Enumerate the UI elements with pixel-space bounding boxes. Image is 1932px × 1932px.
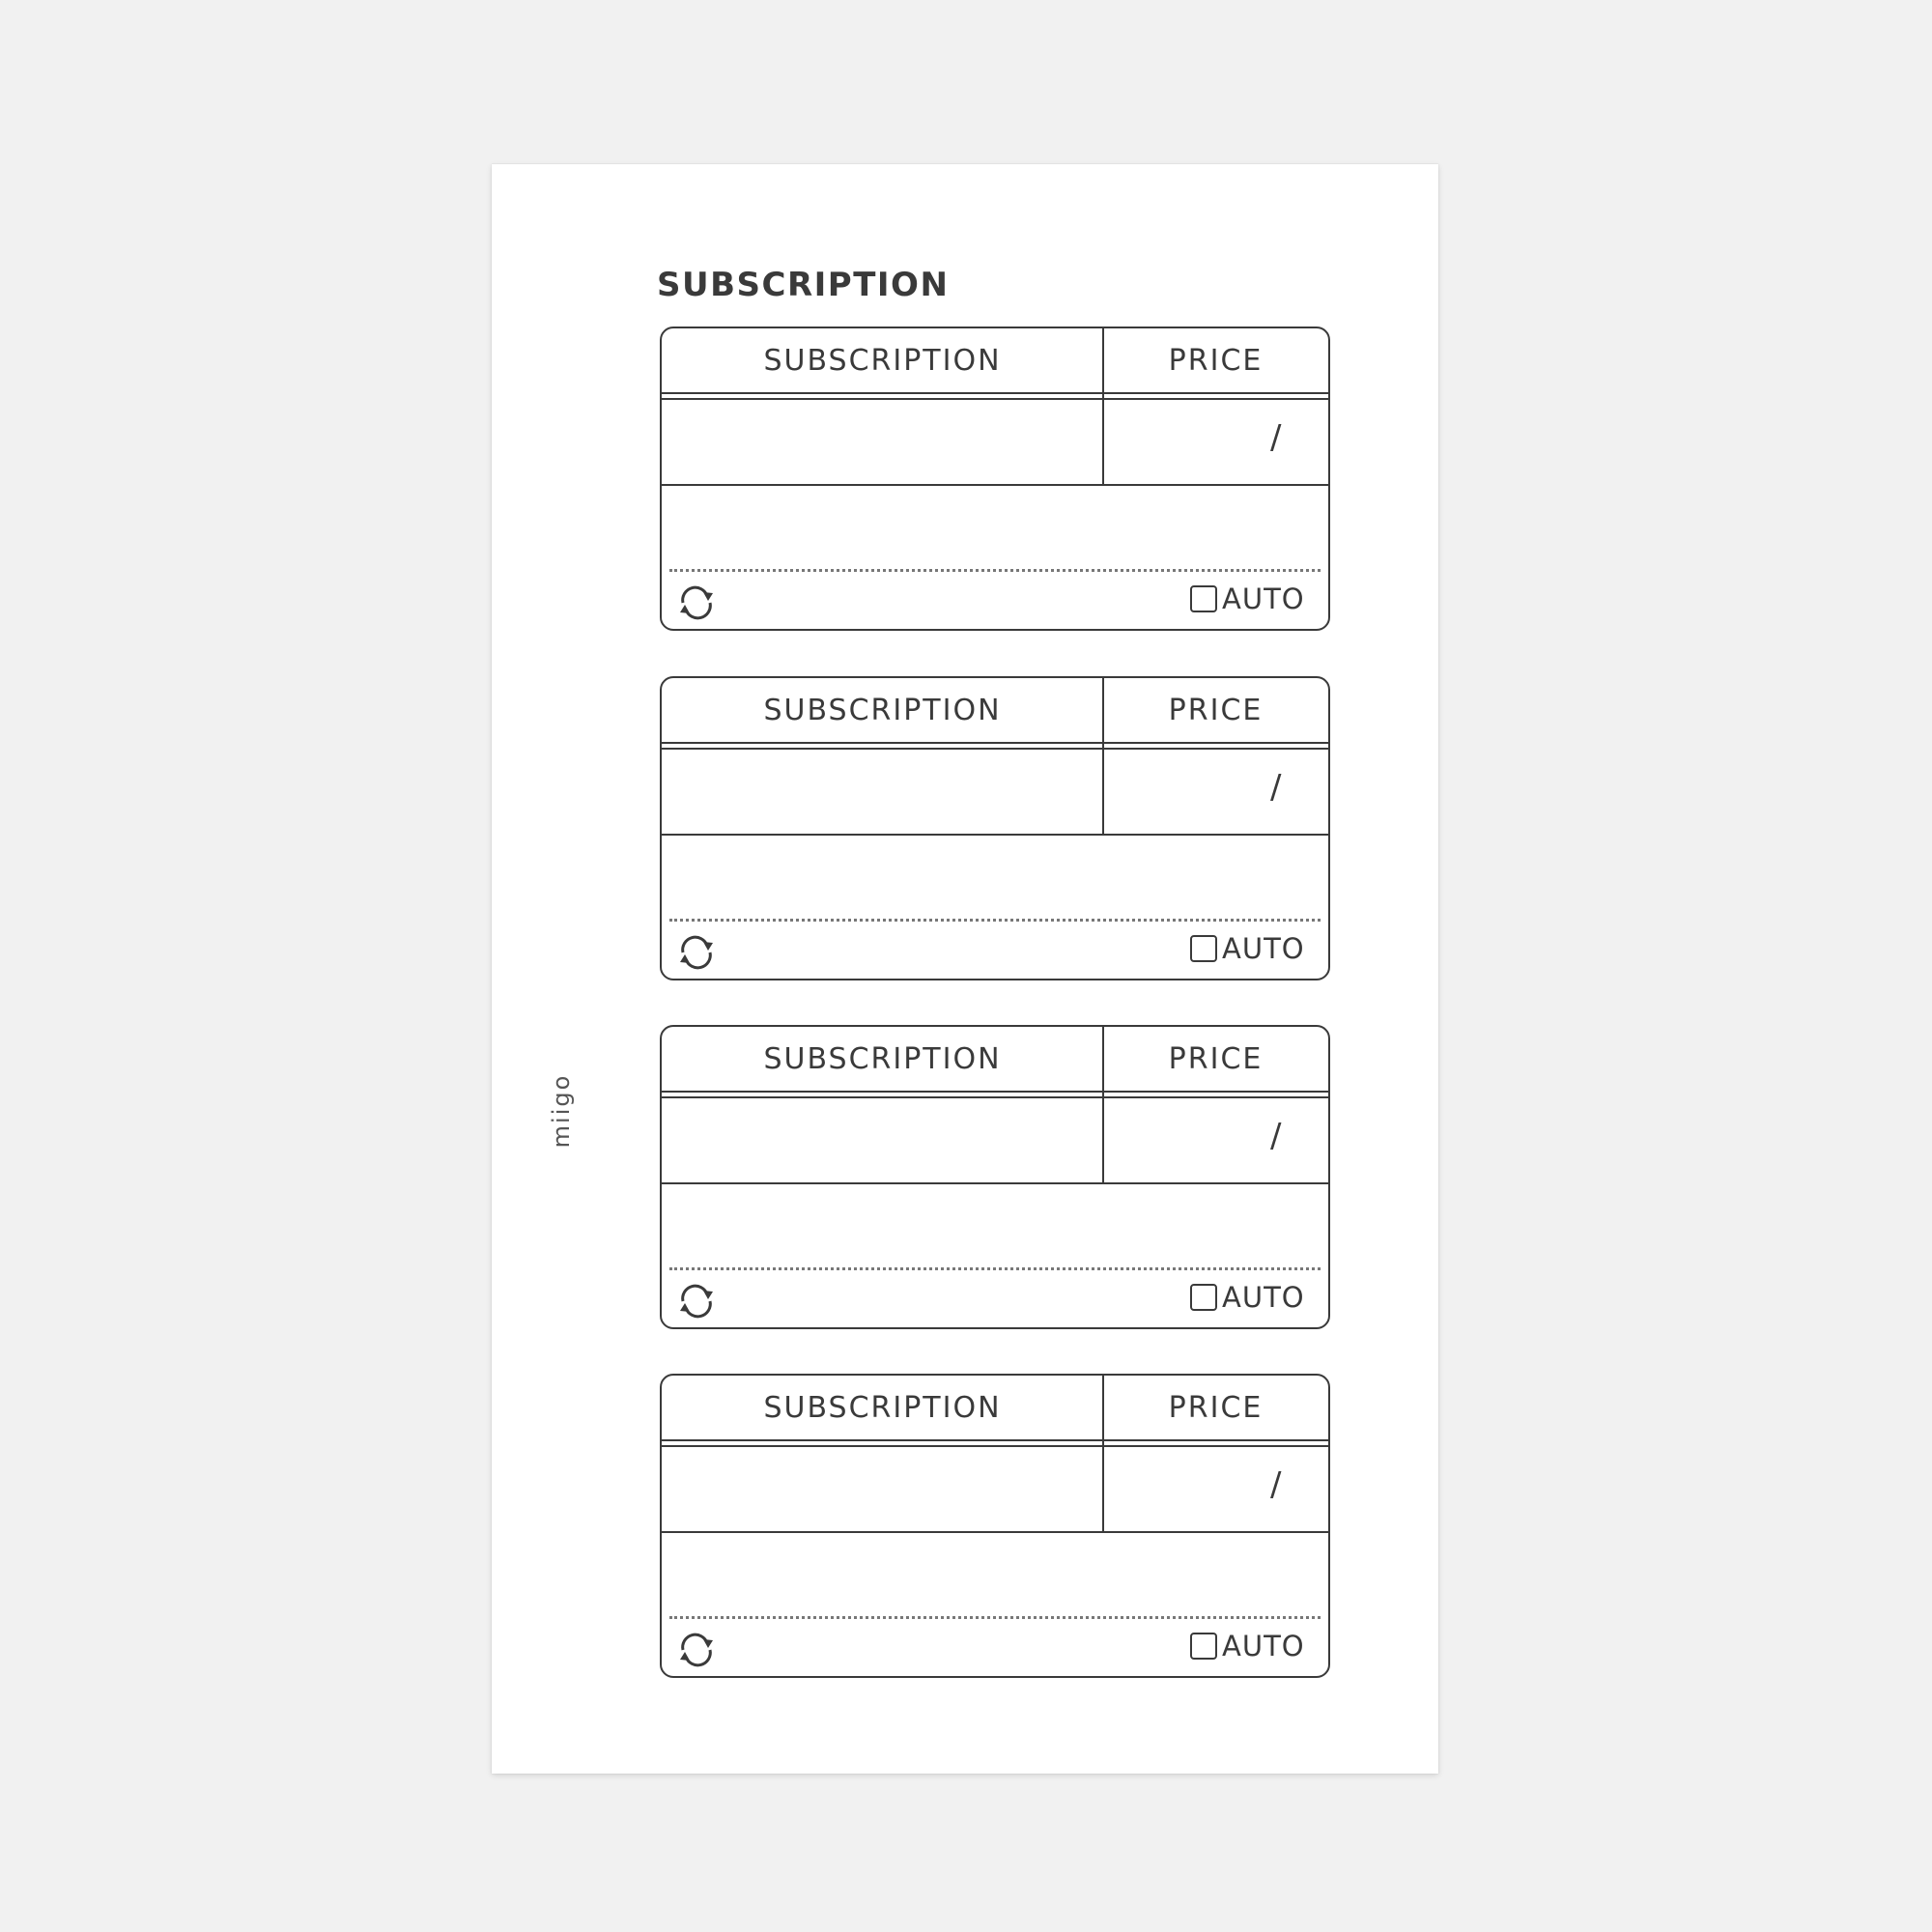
header-rule-double — [662, 1445, 1328, 1447]
brand-mark: miigo — [548, 1073, 575, 1149]
subscription-card — [660, 1374, 1330, 1678]
renew-icon — [675, 1282, 718, 1321]
header-rule — [662, 742, 1328, 744]
subscription-column-header: SUBSCRIPTION — [763, 1390, 1002, 1425]
subscription-column-header: SUBSCRIPTION — [763, 343, 1002, 378]
price-per-separator: / — [1270, 1117, 1282, 1155]
header-rule — [662, 1439, 1328, 1441]
renew-icon — [675, 933, 718, 972]
notes-dotted-line — [669, 919, 1321, 922]
auto-renew-label: AUTO — [1222, 932, 1305, 965]
column-divider — [1102, 1027, 1104, 1184]
auto-renew-label: AUTO — [1222, 582, 1305, 615]
price-per-separator: / — [1270, 768, 1282, 807]
card-header — [662, 1376, 1328, 1439]
subscription-column-header: SUBSCRIPTION — [763, 693, 1002, 727]
price-column-header: PRICE — [1168, 1041, 1264, 1076]
header-rule-double — [662, 398, 1328, 400]
renew-icon — [675, 583, 718, 622]
auto-renew-checkbox[interactable] — [1190, 1284, 1217, 1311]
price-per-separator: / — [1270, 1465, 1282, 1504]
card-header — [662, 678, 1328, 742]
column-divider — [1102, 1376, 1104, 1533]
header-rule — [662, 392, 1328, 394]
price-column-header: PRICE — [1168, 693, 1264, 727]
price-column-header: PRICE — [1168, 1390, 1264, 1425]
header-rule — [662, 1091, 1328, 1093]
planner-page — [492, 164, 1438, 1774]
header-rule-double — [662, 1096, 1328, 1098]
price-column-header: PRICE — [1168, 343, 1264, 378]
entry-row-rule — [662, 834, 1328, 836]
auto-renew-checkbox[interactable] — [1190, 585, 1217, 612]
page-title: SUBSCRIPTION — [657, 266, 950, 304]
subscription-card — [660, 676, 1330, 980]
entry-row-rule — [662, 1182, 1328, 1184]
auto-renew-checkbox[interactable] — [1190, 935, 1217, 962]
header-rule-double — [662, 748, 1328, 750]
notes-dotted-line — [669, 1267, 1321, 1270]
price-per-separator: / — [1270, 418, 1282, 457]
auto-renew-label: AUTO — [1222, 1630, 1305, 1662]
subscription-card — [660, 327, 1330, 631]
card-header — [662, 1027, 1328, 1091]
notes-dotted-line — [669, 1616, 1321, 1619]
renew-icon — [675, 1631, 718, 1669]
column-divider — [1102, 678, 1104, 836]
column-divider — [1102, 328, 1104, 486]
auto-renew-label: AUTO — [1222, 1281, 1305, 1314]
card-header — [662, 328, 1328, 392]
notes-dotted-line — [669, 569, 1321, 572]
auto-renew-checkbox[interactable] — [1190, 1633, 1217, 1660]
subscription-column-header: SUBSCRIPTION — [763, 1041, 1002, 1076]
subscription-card — [660, 1025, 1330, 1329]
entry-row-rule — [662, 484, 1328, 486]
entry-row-rule — [662, 1531, 1328, 1533]
